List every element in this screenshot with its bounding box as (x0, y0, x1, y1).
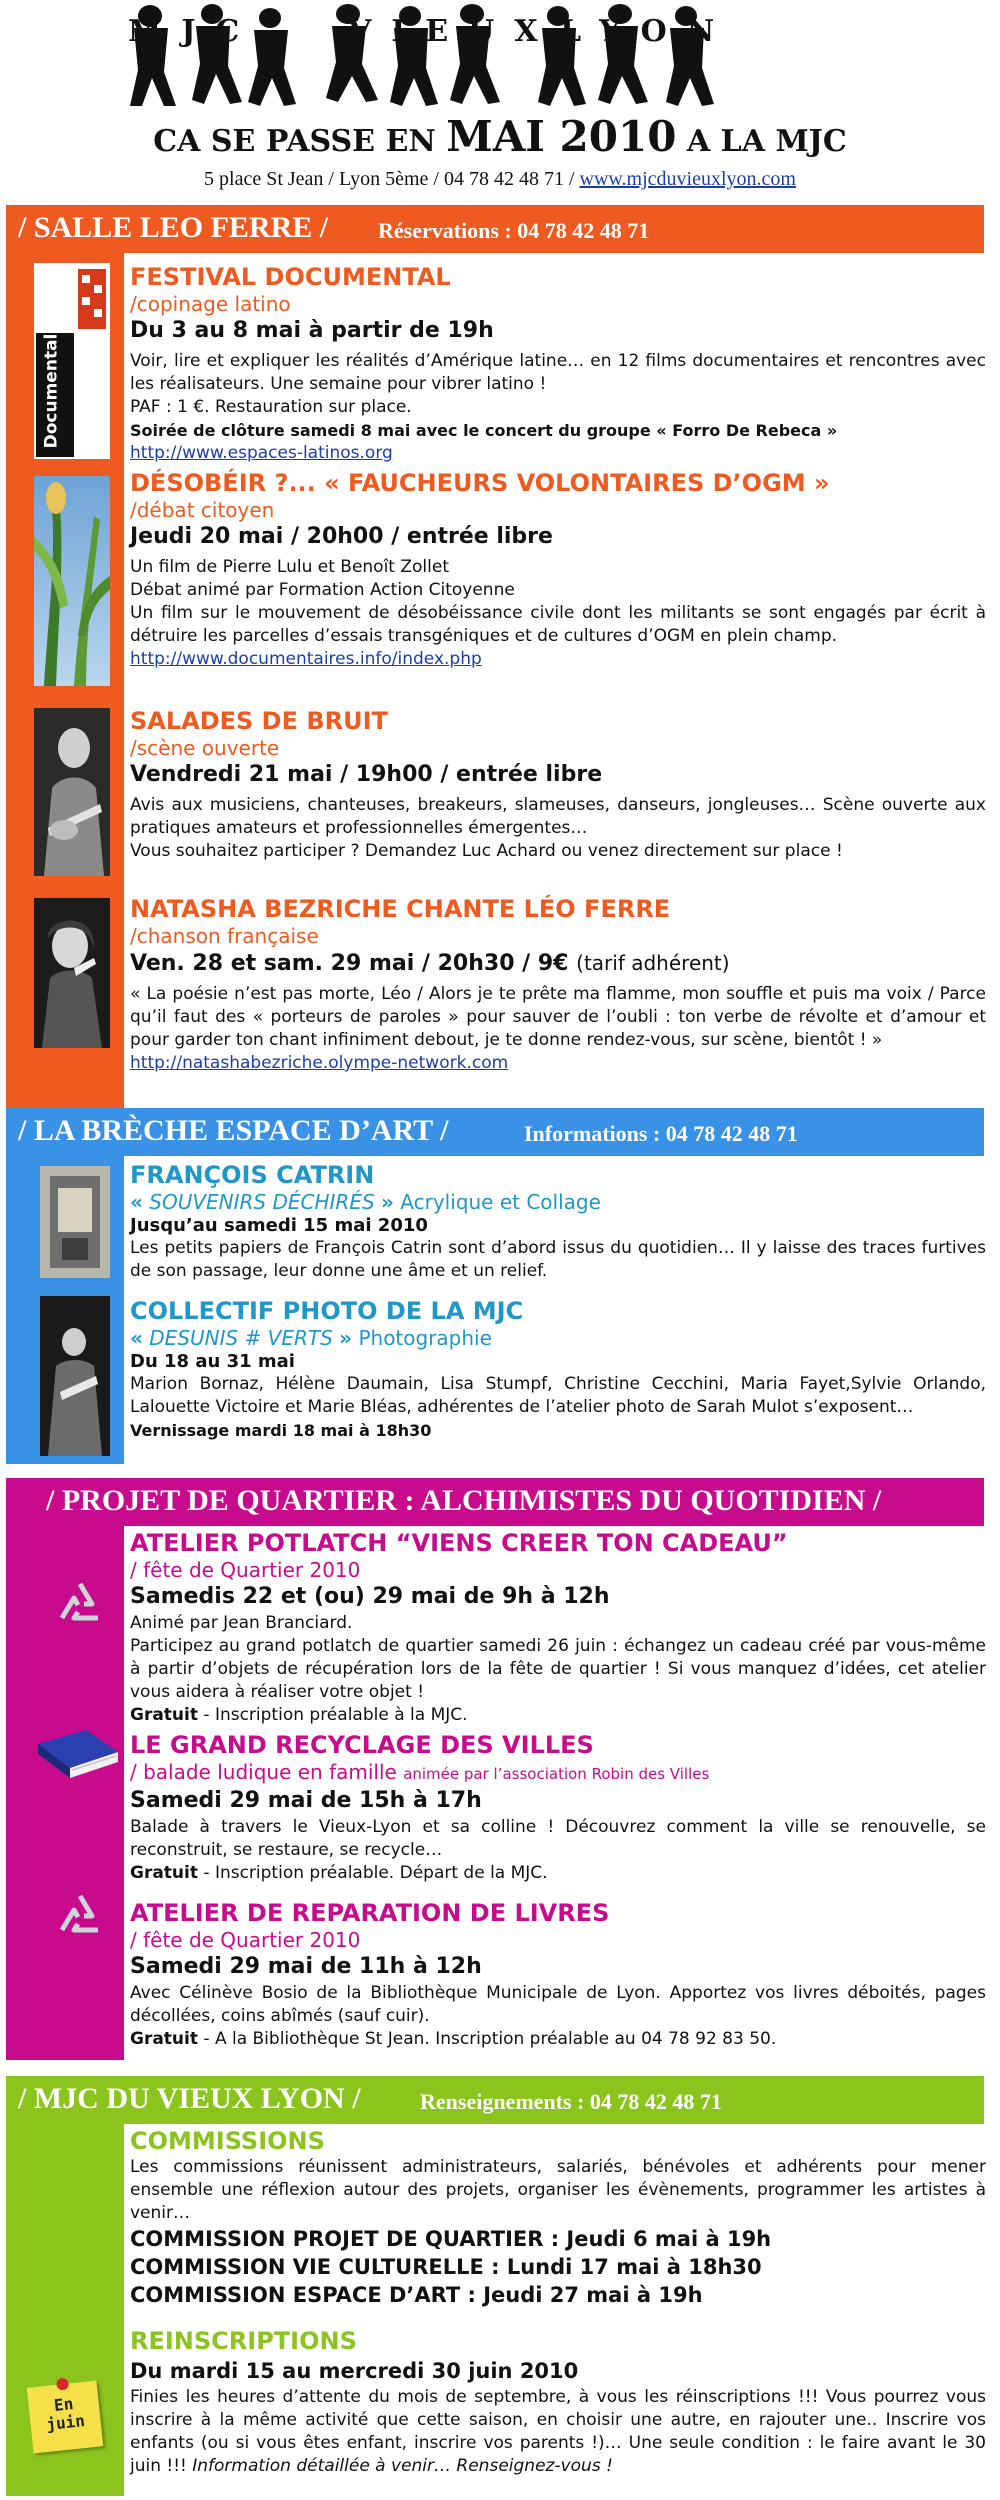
registration-text: - Inscription préalable. Départ de la MJC. (198, 1863, 548, 1883)
event-call: Vous souhaitez participer ? Demandez Luc Achard ou venez directement sur place ! (130, 841, 843, 861)
event-closing: Soirée de clôture samedi 8 mai avec le concert du groupe « Forro De Rebeca » (130, 421, 838, 440)
artwork-title: DESUNIS # VERTS (149, 1326, 333, 1350)
event-date-note: (tarif adhérent) (576, 951, 730, 975)
title-suffix: A LA MJC (686, 124, 847, 159)
event-title: ATELIER DE REPARATION DE LIVRES (130, 1899, 610, 1927)
band-title: / PROJET DE QUARTIER : ALCHIMISTES DU QUOTIDIEN / (46, 1484, 882, 1517)
section-band-quartier (6, 1478, 984, 1526)
event-date: Jusqu’au samedi 15 mai 2010 (130, 1215, 428, 1236)
block-commissions (130, 2126, 986, 2309)
ogm-photo (34, 476, 110, 686)
registration-text: - Inscription préalable à la MJC. (198, 1705, 468, 1725)
commission-line: COMMISSION ESPACE D’ART : Jeudi 27 mai à 19h (130, 2283, 703, 2307)
collectif-photo-image (40, 1296, 110, 1456)
event-desobeir (130, 468, 986, 670)
event-title: FESTIVAL DOCUMENTAL (130, 263, 451, 291)
event-subtitle (130, 1326, 986, 1350)
logo-word-lyon: LYON (560, 14, 735, 49)
event-date: Samedi 29 mai de 11h à 12h (130, 1954, 482, 1979)
website-link[interactable]: www.mjcduvieuxlyon.com (579, 168, 796, 190)
event-description: Balade à travers le Vieux-Lyon et sa colline ! Découvrez comment la ville se renouvelle, se reconstruit, se restaure, se recycle… (130, 1817, 986, 1860)
event-reparation-livres (130, 1898, 986, 2051)
event-subtitle: /copinage latino (130, 292, 291, 316)
address-line (0, 168, 1000, 191)
festival-documental-poster (34, 263, 110, 459)
band-info: Réservations : 04 78 42 48 71 (378, 218, 650, 243)
event-date-main: Ven. 28 et sam. 29 mai / 20h30 / 9€ (130, 951, 569, 976)
event-subtitle: /chanson française (130, 924, 319, 948)
event-film-credit: Un film de Pierre Lulu et Benoît Zollet (130, 557, 449, 577)
free-label: Gratuit (130, 1705, 198, 1725)
band-title: / MJC DU VIEUX LYON / (18, 2082, 361, 2115)
subtitle-small: animée par l’association Robin des Villes (403, 1765, 710, 1783)
band-title: / LA BRÈCHE ESPACE D’ART / (18, 1114, 449, 1147)
event-date: Vendredi 21 mai / 19h00 / entrée libre (130, 762, 603, 787)
event-link[interactable]: http://natashabezriche.olympe-network.com (130, 1053, 509, 1073)
event-date: Jeudi 20 mai / 20h00 / entrée libre (130, 524, 553, 549)
page-title (0, 112, 1000, 161)
section-band-leo-ferre (6, 205, 984, 253)
event-title: LE GRAND RECYCLAGE DES VILLES (130, 1731, 594, 1759)
event-registration (130, 2028, 986, 2051)
registration-text: - A la Bibliothèque St Jean. Inscription préalable au 04 78 92 83 50. (198, 2029, 777, 2049)
event-registration (130, 1704, 986, 1727)
event-date: Samedi 29 mai de 15h à 17h (130, 1788, 482, 1813)
francois-catrin-artwork (40, 1166, 110, 1278)
logo-word-mjc: MJC (128, 14, 260, 49)
logo-word-vieux: VIEUX (348, 14, 558, 49)
artwork-medium: Photographie (358, 1326, 492, 1350)
reinscription-info: Information détaillée à venir… Renseignez-vous ! (192, 2456, 613, 2476)
block-description (130, 2386, 986, 2478)
section-band-breche (6, 1108, 984, 1156)
poster-title: Documental (41, 333, 62, 449)
event-description: Participez au grand potlatch de quartier samedi 26 juin : échangez un cadeau créé par vous-même à partir d’objets de récupération lors de la fête de quartier ! Si vous manquez d’idées, cet atelier vous aidera à réaliser votre objet ! (130, 1636, 986, 1702)
event-date: Du 18 au 31 mai (130, 1351, 295, 1372)
artwork-medium: Acrylique et Collage (400, 1190, 601, 1214)
recycle-icon (52, 1890, 108, 1944)
event-title: DÉSOBÉIR ?... « FAUCHEURS VOLONTAIRES D’OGM » (130, 469, 830, 497)
salades-de-bruit-photo (34, 708, 110, 876)
event-francois-catrin (130, 1160, 986, 1283)
pin-icon (56, 2377, 69, 2390)
event-title: NATASHA BEZRICHE CHANTE LÉO FERRE (130, 895, 671, 923)
event-atelier-potlatch (130, 1528, 986, 1727)
block-date: Du mardi 15 au mercredi 30 juin 2010 (130, 2359, 579, 2383)
event-vernissage: Vernissage mardi 18 mai à 18h30 (130, 1421, 432, 1440)
event-subtitle: / fête de Quartier 2010 (130, 1558, 361, 1582)
event-date: Du 3 au 8 mai à partir de 19h (130, 318, 494, 343)
event-animator: Animé par Jean Branciard. (130, 1613, 353, 1633)
free-label: Gratuit (130, 1863, 198, 1883)
event-title: COLLECTIF PHOTO DE LA MJC (130, 1297, 524, 1325)
event-date: Samedis 22 et (ou) 29 mai de 9h à 12h (130, 1584, 610, 1609)
book-icon (30, 1722, 122, 1786)
event-description: Un film sur le mouvement de désobéissance civile dont les militants se sont engagés par écrit à détruire les parcelles d’essais transgéniques et de cultures d’OGM en plein champ. (130, 603, 986, 646)
band-info: Renseignements : 04 78 42 48 71 (420, 2089, 722, 2114)
event-title: FRANÇOIS CATRIN (130, 1161, 375, 1189)
event-subtitle: /débat citoyen (130, 498, 275, 522)
event-link[interactable]: http://www.espaces-latinos.org (130, 443, 393, 463)
event-subtitle (130, 1760, 986, 1786)
block-reinscriptions (130, 2326, 986, 2478)
subtitle-main: / balade ludique en famille (130, 1760, 397, 1784)
commission-line: COMMISSION PROJET DE QUARTIER : Jeudi 6 mai à 19h (130, 2227, 772, 2251)
event-debate: Débat animé par Formation Action Citoyenne (130, 580, 515, 600)
event-title: SALADES DE BRUIT (130, 707, 388, 735)
band-title: / SALLE LEO FERRE / (18, 211, 329, 244)
event-link[interactable]: http://www.documentaires.info/index.php (130, 649, 482, 669)
event-salades-de-bruit (130, 706, 986, 863)
event-grand-recyclage (130, 1730, 986, 1885)
event-subtitle: /scène ouverte (130, 736, 280, 760)
event-festival-documental (130, 262, 986, 464)
quote-close: » (381, 1190, 394, 1214)
event-description: Voir, lire et expliquer les réalités d’Amérique latine… en 12 films documentaires et rencontres avec les réalisateurs. Une semaine pour vibrer latino ! (130, 351, 986, 394)
sticky-note (27, 2381, 104, 2454)
sticky-note-text: En juin (45, 2394, 86, 2434)
section-band-mjc (6, 2076, 984, 2124)
recycle-icon (52, 1578, 108, 1632)
address-text: 5 place St Jean / Lyon 5ème / 04 78 42 48 71 / (204, 168, 575, 190)
block-description: Les commissions réunissent administrateurs, salariés, bénévoles et adhérents pour mener ensemble une réflexion autour des projets, organiser les évènements, programmer les artistes à venir… (130, 2157, 986, 2223)
quote-open: « (130, 1190, 143, 1214)
free-label: Gratuit (130, 2029, 198, 2049)
event-description: Avis aux musiciens, chanteuses, breakeurs, slameuses, danseurs, jongleuses… Scène ouverte aux pratiques amateurs et professionnelles émergentes… (130, 795, 986, 838)
quote-close: » (339, 1326, 353, 1350)
event-subtitle: / fête de Quartier 2010 (130, 1928, 361, 1952)
page-header (0, 0, 1000, 205)
commission-line: COMMISSION VIE CULTURELLE : Lundi 17 mai à 18h30 (130, 2255, 762, 2279)
event-description: Marion Bornaz, Hélène Daumain, Lisa Stumpf, Christine Cecchini, Maria Fayet,Sylvie Orlando, Lalouette Victoire et Marie Bléas, adhérentes de l’atelier photo de Sarah Mulot s’exposent… (130, 1374, 986, 1417)
block-title: COMMISSIONS (130, 2127, 325, 2155)
quote-open: « (130, 1326, 143, 1350)
event-description: Les petits papiers de François Catrin sont d’abord issus du quotidien… Il y laisse des traces furtives de son passage, leur donne une âme et un relief. (130, 1238, 986, 1281)
title-prefix: CA SE PASSE EN (153, 124, 436, 159)
event-date (130, 948, 986, 979)
event-natasha-bezriche (130, 894, 986, 1074)
event-registration (130, 1862, 986, 1885)
event-price: PAF : 1 €. Restauration sur place. (130, 397, 412, 417)
band-info: Informations : 04 78 42 48 71 (524, 1121, 798, 1146)
natasha-bezriche-photo (34, 898, 110, 1048)
block-title: REINSCRIPTIONS (130, 2327, 357, 2355)
title-month: MAI 2010 (446, 112, 677, 161)
event-collectif-photo (130, 1296, 986, 1442)
event-quote: « La poésie n’est pas morte, Léo / Alors je te prête ma flamme, mon souffle et puis ma voix / Parce qu’il faut des « porteurs de paroles » pour sauver de l’oubli : ton verbe de révolte et d’amour et pour garder ton chant infiniment debout, je te donne rendez-vous, sur scène, bientôt ! » (130, 984, 986, 1050)
event-title: ATELIER POTLATCH “VIENS CREER TON CADEAU” (130, 1529, 788, 1557)
event-subtitle (130, 1190, 986, 1214)
event-description: Avec Célinève Bosio de la Bibliothèque Municipale de Lyon. Apportez vos livres déboités, pages décollées, coins abîmés (sauf cuir). (130, 1983, 986, 2026)
artwork-title: SOUVENIRS DÉCHIRÉS (149, 1190, 375, 1214)
reinscription-text: Finies les heures d’attente du mois de septembre, à vous les réinscriptions !!! Vous pourrez vous inscrire à la même activité que cette saison, en choisir une autre, en rajouter une.. Inscrire vos enfants (ou si vous êtes enfant, inscrire vos parents !)… Une seule condition : le faire avant le 30 juin !!! (130, 2387, 986, 2476)
